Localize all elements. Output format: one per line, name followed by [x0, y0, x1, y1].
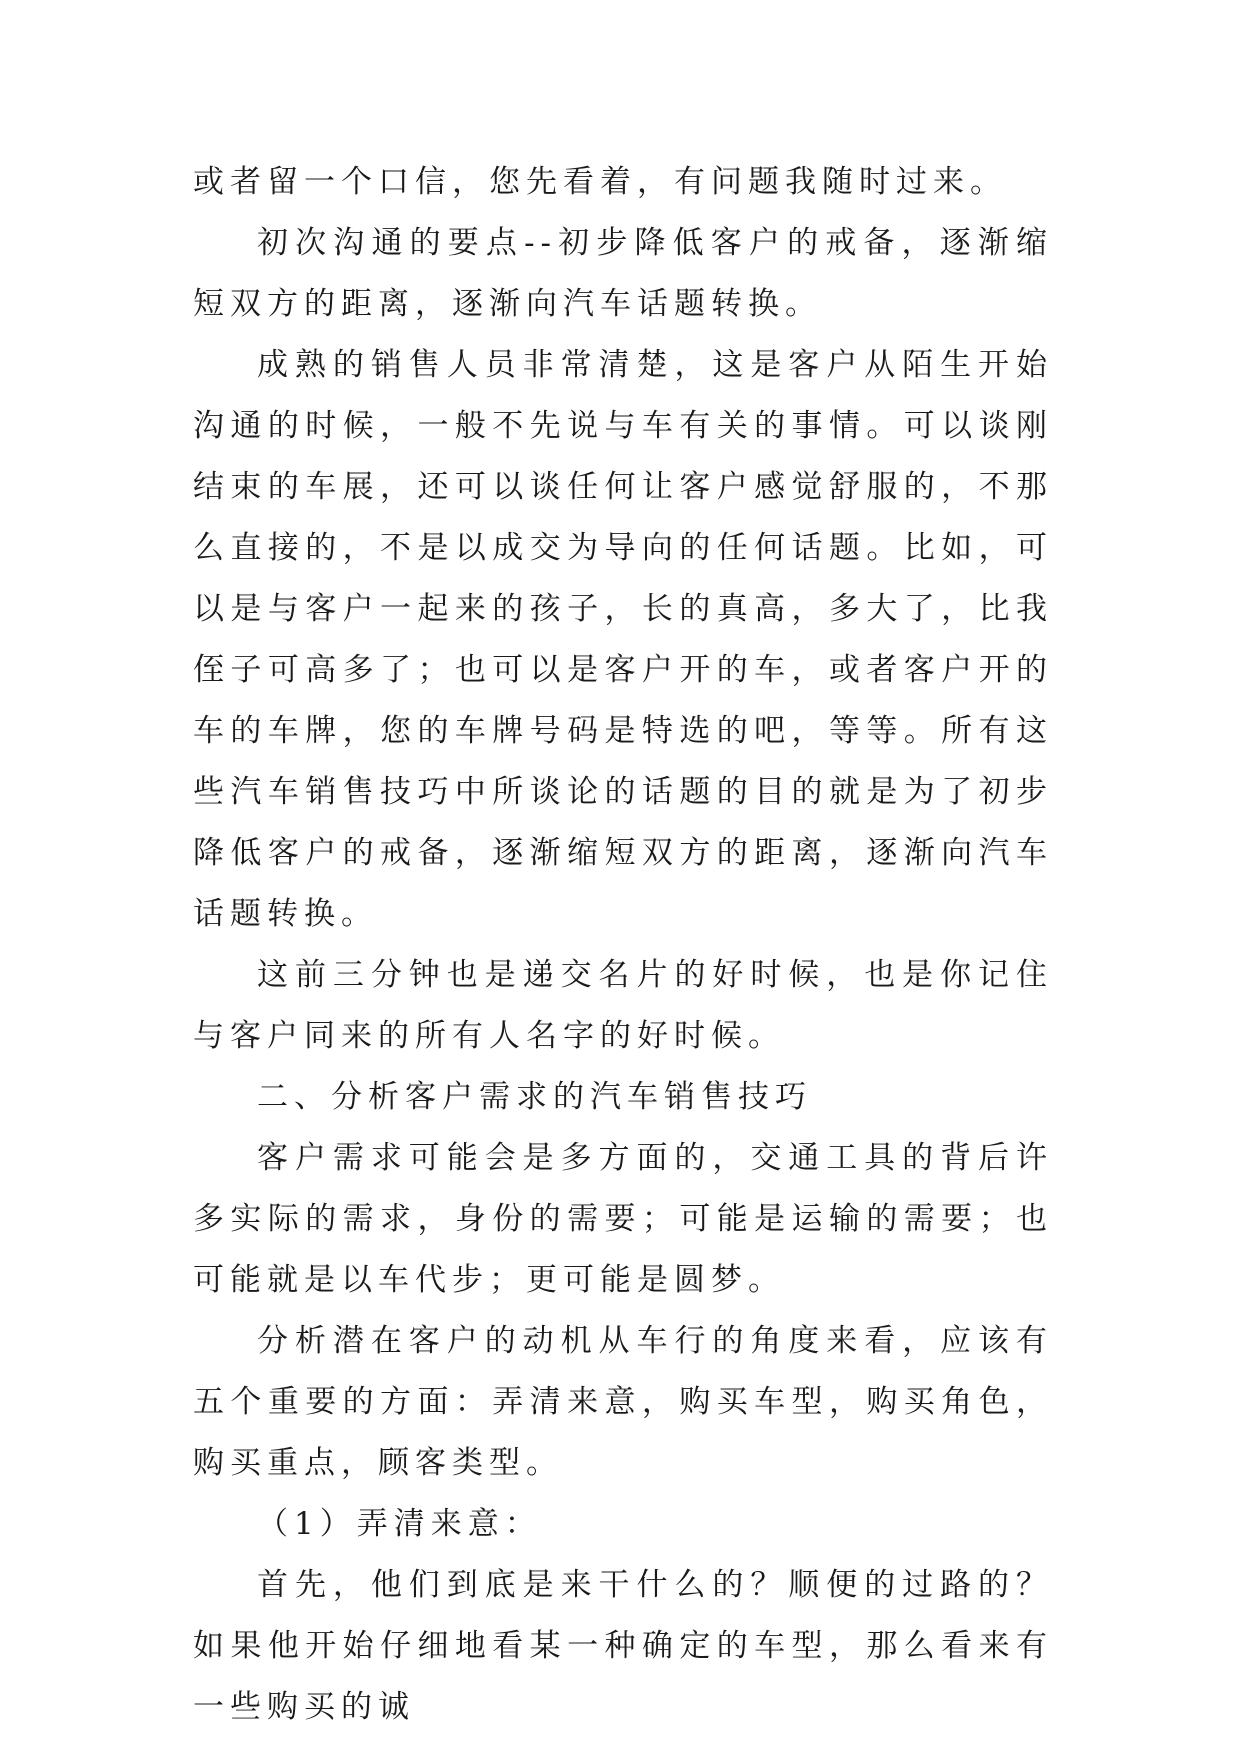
paragraph-continuation: 或者留一个口信，您先看着，有问题我随时过来。 [193, 164, 1007, 200]
document-page [193, 152, 1053, 1738]
section-heading-customer-needs: 二、分析客户需求的汽车销售技巧 [257, 1079, 812, 1115]
paragraph-experienced-salesperson: 成熟的销售人员非常清楚，这是客户从陌生开始沟通的时候，一般不先说与车有关的事情。可以谈刚结束的车展，还可以谈任何让客户感觉舒服的，不那么直接的，不是以成交为导向的任何话题。比如，可以是与客户一起来的孩子，长的真高，多大了，比我侄子可高多了；也可以是客户开的车，或者客户开的车的车牌，您的车牌号码是特选的吧，等等。所有这些汽车销售技巧中所谈论的话题的目的就是为了初步降低客户的戒备，逐渐缩短双方的距离，逐渐向汽车话题转换。 [193, 347, 1053, 932]
paragraph-business-card: 这前三分钟也是递交名片的好时候，也是你记住与客户同来的所有人名字的好时候。 [193, 957, 1053, 1054]
subheading-clarify-intent: （1）弄清来意： [257, 1506, 542, 1542]
paragraph-first-contact-key-points: 初次沟通的要点--初步降低客户的戒备，逐渐缩短双方的距离，逐渐向汽车话题转换。 [193, 225, 1053, 322]
paragraph-customer-needs: 客户需求可能会是多方面的，交通工具的背后许多实际的需求，身份的需要；可能是运输的需要；也可能就是以车代步；更可能是圆梦。 [193, 1140, 1053, 1298]
paragraph-first-what-they-came-for: 首先，他们到底是来干什么的？顺便的过路的？如果他开始仔细地看某一种确定的车型，那么看来有一些购买的诚 [193, 1567, 1053, 1725]
paragraph-five-aspects: 分析潜在客户的动机从车行的角度来看，应该有五个重要的方面：弄清来意，购买车型，购买角色，购买重点，顾客类型。 [193, 1323, 1053, 1481]
